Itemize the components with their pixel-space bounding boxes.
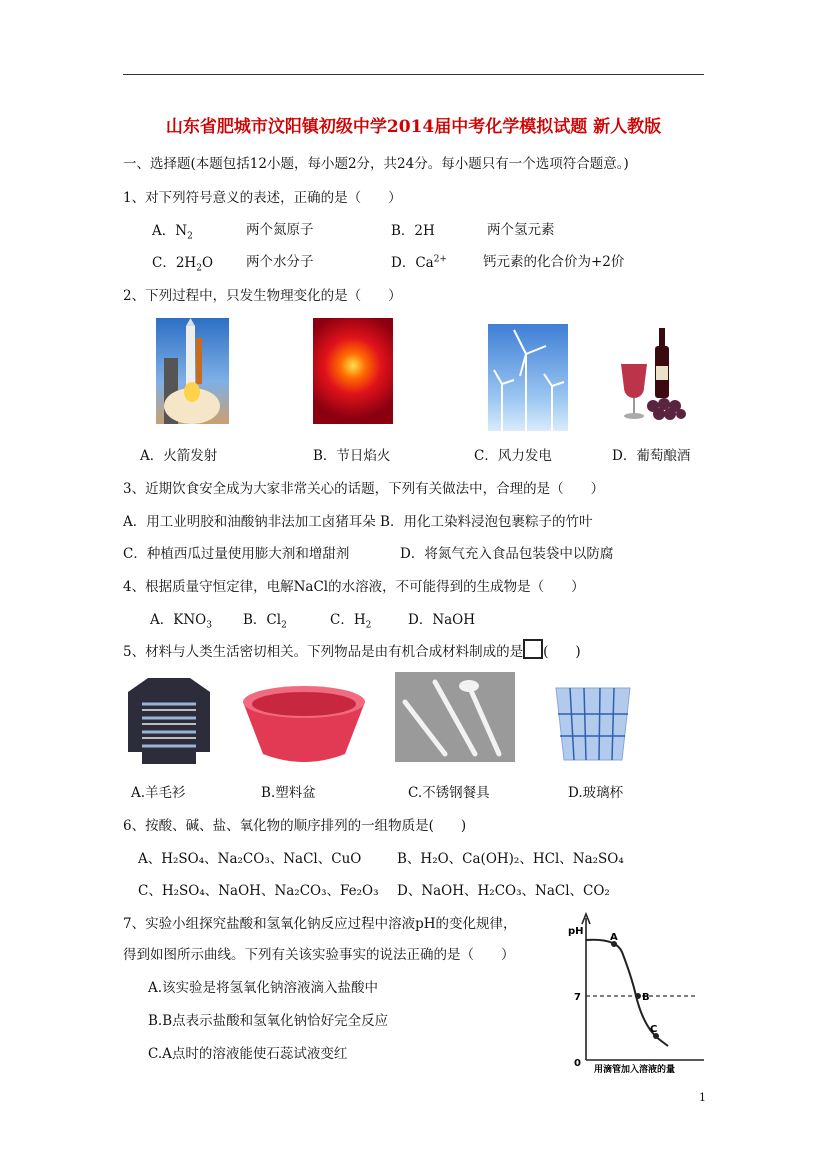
q2-option-d: D．葡萄酿酒 [612,448,691,464]
q3-option-ab: A．用工业明胶和油酸钠非法加工卤猪耳朵 B．用化工染料浸泡包裹粽子的竹叶 [123,514,593,530]
q3-stem: 3、近期饮食安全成为大家非常关心的话题，下列有关做法中，合理的是（ ） [123,481,605,497]
point-b-dot [635,993,641,999]
cutlery-photo [395,672,515,762]
section-heading: 一、选择题(本题包括12小题，每小题2分，共24分。每小题只有一个选项符合题意。) [123,156,629,172]
q2-option-c: C．风力发电 [474,448,552,464]
q4-option-c: C．$H_2$ [330,612,372,631]
point-c-label: C [650,1024,658,1035]
q3-option-c: C．种植西瓜过量使用膨大剂和增甜剂 [123,546,350,562]
rocket-photo [156,318,229,424]
q7-option-c: C.A点时的溶液能使石蕊试液变红 [148,1046,348,1062]
q4-option-b: B．$Cl_2$ [243,612,287,631]
q1-stem: 1、对下列符号意义的表述，正确的是（ ） [123,190,402,206]
q3-option-d: D．将氮气充入食品包装袋中以防腐 [400,546,614,562]
q1-option-a: A．$N_2$ [152,223,193,242]
page-title: 山东省肥城市汶阳镇初级中学2014届中考化学模拟试题 新人教版 [165,117,662,137]
q7-option-b: B.B点表示盐酸和氢氧化钠恰好完全反应 [148,1013,389,1029]
header-rule [123,74,704,75]
ph-curve-graph [564,908,708,1074]
page-number: 1 [699,1091,706,1104]
origin-label: 0 [574,1058,581,1069]
answer-box [523,639,543,659]
q7-option-a: A.该实验是将氢氧化钠溶液滴入盐酸中 [148,980,379,996]
q5-option-b: B.塑料盆 [261,785,316,801]
q2-option-a: A．火箭发射 [140,448,218,464]
q6-option-b: B、H₂O、Ca(OH)₂、HCl、Na₂SO₄ [397,851,624,867]
plastic-basin-photo [241,680,367,764]
q6-option-a: A、H₂SO₄、Na₂CO₃、NaCl、CuO [138,851,362,867]
q6-stem: 6、按酸、碱、盐、氧化物的顺序排列的一组物质是( ) [123,818,467,834]
q1-option-a-text: 两个氮原子 [246,222,314,238]
sweater-photo [126,674,212,764]
q4-option-a: A．$KNO_3$ [150,612,212,631]
wind-turbine-photo [488,324,568,431]
q5-option-d: D.玻璃杯 [568,785,624,801]
q6-option-c: C、H₂SO₄、NaOH、Na₂CO₃、Fe₂O₃ [138,883,379,899]
q1-option-c-text: 两个水分子 [246,254,314,270]
q5-option-c: C.不锈钢餐具 [408,785,490,801]
q1-option-d-text: 钙元素的化合价为+2价 [483,254,625,270]
q2-option-b: B．节日焰火 [313,448,391,464]
q2-stem: 2、下列过程中，只发生物理变化的是（ ） [123,288,402,304]
wine-grapes-photo [617,326,689,424]
q1-option-d: D．$Ca^{2+}$ [391,254,447,271]
fireworks-photo [313,318,393,424]
q7-stem-line1: 7、实验小组探究盐酸和氢氧化钠反应过程中溶液pH的变化规律， [123,916,517,932]
q5-option-a: A.羊毛衫 [131,785,186,801]
q1-option-b: B．2H [391,223,435,239]
q4-option-d: D．NaOH [408,612,476,628]
ref-value-label: 7 [574,992,581,1003]
q1-option-b-text: 两个氢元素 [487,222,555,238]
point-a-label: A [610,932,618,943]
point-b-label: B [642,992,650,1003]
x-axis-label: 用滴管加入溶液的量 [594,1065,676,1074]
q1-option-c: C．$2H_2O$ [152,255,214,274]
y-axis-label: pH [568,926,584,937]
q7-stem-line2: 得到如图所示曲线。下列有关该实验事实的说法正确的是（ ） [123,947,515,963]
glass-cup-photo [552,684,634,764]
q6-option-d: D、NaOH、H₂CO₃、NaCl、CO₂ [397,883,610,899]
q5-stem: 5、材料与人类生活密切相关。下列物品是由有机合成材料制成的是 ( ) [123,639,581,660]
q4-stem: 4、根据质量守恒定律，电解NaCl的水溶液，不可能得到的生成物是（ ） [123,579,585,595]
